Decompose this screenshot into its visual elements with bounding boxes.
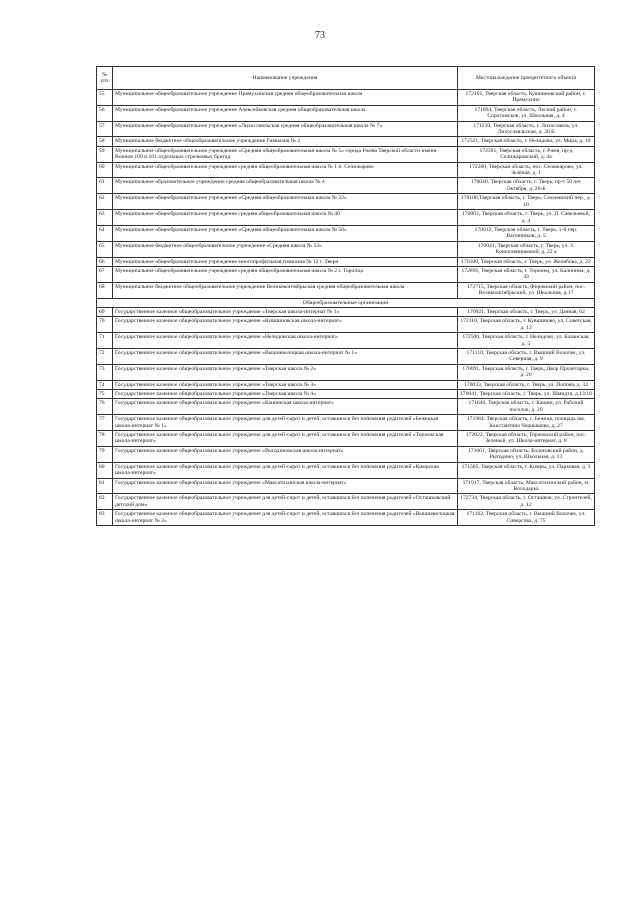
- table-row: [97, 137, 595, 146]
- section-row: [97, 298, 595, 307]
- table-row: [97, 478, 595, 494]
- table-row: [97, 257, 595, 266]
- institution-name: Государственное казенное общеобразовательное учреждение «Тверская школа-интернат № 1»: [113, 307, 458, 316]
- table-row: [97, 317, 595, 333]
- table-row: [97, 282, 595, 298]
- institution-name: Муниципальное общеобразовательное учреждение средняя общеобразовательная школа № 2 г. Торопца: [113, 266, 458, 282]
- table-row: [97, 178, 595, 194]
- row-number: 70: [97, 317, 113, 333]
- table-row: [97, 121, 595, 137]
- institution-location: 170021, Тверская область, г. Тверь, ул. Дачная, 62: [458, 307, 595, 316]
- institution-name: Муниципальное общеобразовательное учреждение Прямухинская средняя общеобразовательная школа: [113, 90, 458, 106]
- table-body-second: [97, 307, 595, 525]
- row-number: 65: [97, 241, 113, 257]
- table-row: [97, 462, 595, 478]
- institution-location: 170012, Тверская область, г. Тверь, 1-й пер. Вагонников, д. 5: [458, 225, 595, 241]
- institution-name: Государственное казенное общеобразовательное учреждение «Тверская школа № 4»: [113, 390, 458, 399]
- institution-name: Государственное казенное общеобразовательное учреждение для детей-сирот и детей, оставшихся без попечения родителей «Кимрская школа-интернат»: [113, 462, 458, 478]
- institution-name: Муниципальное общеобразовательное учреждение «Лихославльская средняя общеобразовательная школа № 7»: [113, 121, 458, 137]
- row-number: 82: [97, 494, 113, 510]
- institution-location: 172022, Тверская область, Торжокский район, пос. Зеленый, ул. Школа-интернат, д. 8: [458, 431, 595, 447]
- header-location: Местонахождение приоритетного объекта: [458, 67, 595, 90]
- row-number: 60: [97, 162, 113, 178]
- row-number: 72: [97, 349, 113, 365]
- institution-name: Муниципальное общеобразовательное учреждение многопрофильная гимназия № 12 г. Твери: [113, 257, 458, 266]
- table-row: [97, 415, 595, 431]
- institution-location: 171210, Тверская область, г. Лихославль, ул. Лихославльская, д. 30 Б: [458, 121, 595, 137]
- institution-location: 171061, Тверская область, Бологовский район, д. Рыгодино, ул. Школьная, д. 13: [458, 446, 595, 462]
- section-body: [97, 298, 595, 307]
- institution-location: 171162, Тверская область, г. Вышний Волочек, ул. Сиверсова, д. 75: [458, 510, 595, 526]
- row-number: 81: [97, 478, 113, 494]
- row-number: 66: [97, 257, 113, 266]
- table-header-row: [97, 67, 595, 90]
- institution-name: Муниципальное общеобразовательное учреждение средняя общеобразовательная школа № 1 п. Селижарово: [113, 162, 458, 178]
- institution-location: 171110, Тверская область, г. Вышний Волочек, ул. Северная, д. 9: [458, 349, 595, 365]
- institution-name: Муниципальное бюджетное общеобразовательное учреждение Гимназия № 2: [113, 137, 458, 146]
- row-number: 68: [97, 282, 113, 298]
- institution-name: Муниципальное общеобразовательное учреждение «Средняя общеобразовательная школа № 5» города Ржева Тверской области имени Воинов 100 и 101 отдельных стрелковых бригад: [113, 146, 458, 162]
- row-number: 69: [97, 307, 113, 316]
- institution-location: 172200, Тверская область, пос. Селижарово, ул. Зелёная, д. 1: [458, 162, 595, 178]
- table-row: [97, 146, 595, 162]
- institution-location: 170003, Тверская область, г. Тверь, ул. П. Савельевой, д. 4: [458, 210, 595, 226]
- institution-name: Государственное казенное общеобразовательное учреждение для детей-сирот и детей, оставшихся без попечения родителей «Вышневолоцкая школа-интернат № 2»: [113, 510, 458, 526]
- table-row: [97, 90, 595, 106]
- institution-name: Муниципальное бюджетное общеобразовательное учреждение Великокоптябрьская средняя общеобразовательная школа: [113, 282, 458, 298]
- institution-name: Государственное казенное общеобразовательное учреждение для детей-сирот и детей, оставшихся без попечения родителей «Торжокская школа-интернат»: [113, 431, 458, 447]
- institution-name: Государственное казенное общеобразовательное учреждение «Нелидовская школа-интернат»: [113, 333, 458, 349]
- institution-name: Муниципальное общеобразовательное учреждение «Средняя общеобразовательная школа № 22»: [113, 194, 458, 210]
- table-row: [97, 225, 595, 241]
- institution-name: Муниципальное общеобразовательное учреждение Алексейковская средняя общеобразовательная школа: [113, 105, 458, 121]
- row-number: 59: [97, 146, 113, 162]
- table-row: [97, 333, 595, 349]
- table-row: [97, 194, 595, 210]
- institution-name: Государственное казенное общеобразовательное учреждение для детей-сирот и детей, оставшихся без попечения родителей «Бежецкая школа-интернат № 1»: [113, 415, 458, 431]
- row-number: 74: [97, 380, 113, 389]
- institution-location: 172101, Тверская область, Кувшиновский район, с. Прямухино: [458, 90, 595, 106]
- institution-name: Государственное казенное общеобразовательное учреждение «Рыгодиновская школа-интернат»: [113, 446, 458, 462]
- row-number: 73: [97, 364, 113, 380]
- institution-location: 172110, Тверская область, г. Кувшиново, ул. Советская, д. 13: [458, 317, 595, 333]
- table-row: [97, 399, 595, 415]
- row-number: 56: [97, 105, 113, 121]
- institution-location: 171894, Тверская область, Лесной район, с. Сорогожское, ул. Школьная, д. 4: [458, 105, 595, 121]
- row-number: 55: [97, 90, 113, 106]
- institution-location: 170041, Тверская область, г. Тверь, ул. З. Коноплянниковой, д. 22 а: [458, 241, 595, 257]
- header-num: № п/п: [97, 67, 113, 90]
- row-number: 71: [97, 333, 113, 349]
- institution-name: Государственное казенное общеобразовательное учреждение «Кашинская школа-интернат»: [113, 399, 458, 415]
- institution-name: Муниципальное бюджетное общеобразовательное учреждение «Средняя школа № 53»: [113, 241, 458, 257]
- table-row: [97, 494, 595, 510]
- institution-location: 170100, Тверская область, г. Тверь, ул. Желябова, д. 22: [458, 257, 595, 266]
- institution-location: 170033, Тверская область, г. Тверь, ул. Попова, д. 34: [458, 380, 595, 389]
- row-number: 62: [97, 194, 113, 210]
- header-name: Наименование учреждения: [113, 67, 458, 90]
- institution-name: Муниципальное образовательное учреждение средняя общеобразовательная школа № 4: [113, 178, 458, 194]
- table-row: [97, 380, 595, 389]
- institution-location: 170100,Тверская область, г. Тверь, Смоленский пер., д. 10: [458, 194, 595, 210]
- institution-location: 172521, Тверская область, г. Нелидово, ул. Мира, д. 18: [458, 137, 595, 146]
- institution-location: 171984, Тверская область, г. Бежецк, площадь им. Константина Чернышева, д. 27: [458, 415, 595, 431]
- institution-location: 172734, Тверская область, г. Осташков, ул. Строителей, д. 12: [458, 494, 595, 510]
- table-row: [97, 431, 595, 447]
- institution-name: Государственное казенное общеобразовательное учреждение «Вышневолоцкая школа-интернат № 1»: [113, 349, 458, 365]
- institutions-table: [96, 66, 595, 526]
- table-row: [97, 241, 595, 257]
- row-number: 63: [97, 210, 113, 226]
- page-number: 73: [315, 30, 325, 41]
- section-title: Общеобразовательные организации: [97, 298, 595, 307]
- institution-location: 172895, Тверская область, г. Торопец, ул. Калинина, д. 43: [458, 266, 595, 282]
- institution-name: Государственное казенное общеобразовательное учреждение для детей-сирот и детей, оставшихся без попечения родителей «Осташковский детский дом»: [113, 494, 458, 510]
- table-row: [97, 349, 595, 365]
- row-number: 57: [97, 121, 113, 137]
- table-row: [97, 266, 595, 282]
- row-number: 79: [97, 446, 113, 462]
- institution-location: 172715, Тверская область, Фировский район, пос. Великооктябрьский, ул. Школьная, д.17: [458, 282, 595, 298]
- row-number: 61: [97, 178, 113, 194]
- table-body-first: [97, 90, 595, 299]
- table-row: [97, 307, 595, 316]
- table-row: [97, 364, 595, 380]
- row-number: 58: [97, 137, 113, 146]
- row-number: 64: [97, 225, 113, 241]
- institution-location: 171917, Тверская область, Максатихинский район, м. Володарка: [458, 478, 595, 494]
- institution-name: Государственное казенное общеобразовательное учреждение «Тверская школа № 2»: [113, 364, 458, 380]
- table-row: [97, 105, 595, 121]
- row-number: 80: [97, 462, 113, 478]
- institution-location: 170040, Тверская область, г. Тверь, пр-т 50 лет Октября, д. 20-Б: [458, 178, 595, 194]
- table-row: [97, 390, 595, 399]
- institution-location: 170041, Тверская область, г. Тверь, ул. Шмидта, д.13/16: [458, 390, 595, 399]
- institution-location: 170091, Тверская область, г. Тверь, Двор Пролетарки, д. 20: [458, 364, 595, 380]
- table-row: [97, 510, 595, 526]
- institution-name: Муниципальное общеобразовательное учреждение «Средняя общеобразовательная школа № 50»: [113, 225, 458, 241]
- row-number: 77: [97, 415, 113, 431]
- institution-name: Государственное казенное общеобразовательное учреждение «Максатихинская школа-интернат»: [113, 478, 458, 494]
- institution-location: 172391, Тверская область, г. Ржев, пр-д Селижаровский, д. 4а: [458, 146, 595, 162]
- institution-location: 172500, Тверская область, г. Нелидово, ул. Казанская, д. 5: [458, 333, 595, 349]
- institution-name: Муниципальное общеобразовательное учреждение средняя общеобразовательная школа № 40: [113, 210, 458, 226]
- institution-name: Государственное казенное общеобразовательное учреждение «Тверская школа № 3»: [113, 380, 458, 389]
- row-number: 76: [97, 399, 113, 415]
- institution-location: 171505, Тверская область, г. Кимры, ул. Парковая, д. 3: [458, 462, 595, 478]
- institution-location: 171640, Тверская область, г. Кашин, ул. Рабочий поселок, д. 20: [458, 399, 595, 415]
- table-row: [97, 162, 595, 178]
- table-row: [97, 210, 595, 226]
- row-number: 83: [97, 510, 113, 526]
- table-row: [97, 446, 595, 462]
- institution-name: Государственное казенное общеобразовательное учреждение «Кувшиновская школа-интернат»: [113, 317, 458, 333]
- row-number: 78: [97, 431, 113, 447]
- row-number: 75: [97, 390, 113, 399]
- row-number: 67: [97, 266, 113, 282]
